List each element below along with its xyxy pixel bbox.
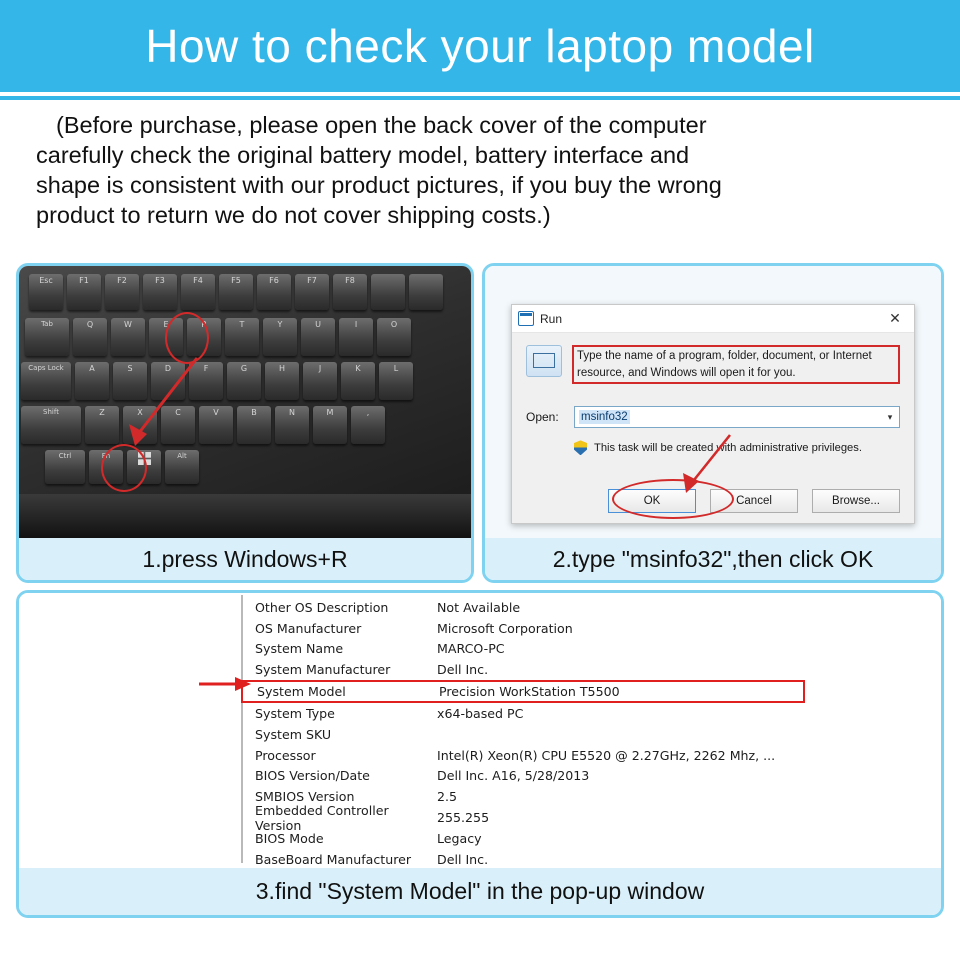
row-key: System Model xyxy=(257,684,346,700)
keyboard-row-function xyxy=(29,274,443,310)
intro-line-2: carefully check the original battery model, battery interface and xyxy=(36,142,690,169)
browse-button[interactable]: Browse... xyxy=(812,489,900,513)
key-d: D xyxy=(151,362,185,400)
row-key: System SKU xyxy=(255,726,332,742)
row-key: BIOS Mode xyxy=(255,830,324,846)
key-fn: Fn xyxy=(89,450,123,484)
key-e: E xyxy=(149,318,183,356)
annotation-arrow-icon xyxy=(111,350,211,456)
key-f6: F6 xyxy=(257,274,291,310)
key-v: V xyxy=(199,406,233,444)
row-value: Dell Inc. xyxy=(437,851,489,867)
run-window-icon xyxy=(518,311,534,326)
key-a: A xyxy=(75,362,109,400)
intro-line-4: product to return we do not cover shipping costs.) xyxy=(36,202,551,229)
key-b: B xyxy=(237,406,271,444)
key-s: S xyxy=(113,362,147,400)
step-card-1 xyxy=(16,263,474,583)
row-value: Microsoft Corporation xyxy=(437,620,573,636)
run-open-label: Open: xyxy=(526,410,559,425)
run-open-row xyxy=(526,406,900,428)
ok-button[interactable]: OK xyxy=(608,489,696,513)
row-value: Precision WorkStation T5500 xyxy=(439,684,620,700)
key-caps-lock: Caps Lock xyxy=(21,362,71,400)
close-icon[interactable]: ✕ xyxy=(889,310,901,326)
row-key: SMBIOS Version xyxy=(255,789,355,805)
row-key: System Manufacturer xyxy=(255,662,391,678)
key-f1: F1 xyxy=(67,274,101,310)
key-k: K xyxy=(341,362,375,400)
row-key: BIOS Version/Date xyxy=(255,768,370,784)
key-f8: F8 xyxy=(333,274,367,310)
step-card-2 xyxy=(482,263,944,583)
key-f4: F4 xyxy=(181,274,215,310)
step-2-caption: 2.type "msinfo32",then click OK xyxy=(485,538,941,580)
run-uac-text: This task will be created with administrative privileges. xyxy=(594,441,862,454)
row-key: Embedded Controller Version xyxy=(255,802,389,833)
system-info-table xyxy=(241,597,841,868)
table-row xyxy=(241,703,841,724)
key-f2: F2 xyxy=(105,274,139,310)
system-information-screenshot xyxy=(19,593,941,868)
keyboard-row-qwerty xyxy=(25,318,411,356)
key-alt: Alt xyxy=(165,450,199,484)
key-shift: Shift xyxy=(21,406,81,444)
key-tab: Tab xyxy=(25,318,69,356)
key-comma: , xyxy=(351,406,385,444)
page-title: How to check your laptop model xyxy=(145,20,815,72)
key-m: M xyxy=(313,406,347,444)
key-x: X xyxy=(123,406,157,444)
cancel-button[interactable]: Cancel xyxy=(710,489,798,513)
key-z: Z xyxy=(85,406,119,444)
key-t: T xyxy=(225,318,259,356)
row-value: Legacy xyxy=(437,830,482,846)
run-dialog-screenshot xyxy=(485,266,941,538)
row-value: Not Available xyxy=(437,599,521,615)
table-row xyxy=(241,849,841,868)
table-row xyxy=(241,618,841,639)
key-c: C xyxy=(161,406,195,444)
row-key: Other OS Description xyxy=(255,599,389,615)
step-card-3 xyxy=(16,590,944,918)
key-f10 xyxy=(409,274,443,310)
run-titlebar xyxy=(512,305,914,333)
intro-paragraph xyxy=(36,110,936,230)
row-value: 2.5 xyxy=(437,789,458,805)
row-key: BaseBoard Manufacturer xyxy=(255,851,412,867)
row-value: x64-based PC xyxy=(437,706,524,722)
annotation-arrow-icon xyxy=(197,673,253,695)
header-divider xyxy=(0,96,960,100)
annotation-arrow-icon xyxy=(664,429,754,503)
keyboard-row-home xyxy=(21,362,413,400)
row-key: Processor xyxy=(255,747,316,763)
step-1-caption: 1.press Windows+R xyxy=(19,538,471,580)
run-title-text: Run xyxy=(540,311,563,326)
key-r: R xyxy=(187,318,221,356)
key-l: L xyxy=(379,362,413,400)
row-value: MARCO-PC xyxy=(437,641,505,657)
key-f: F xyxy=(189,362,223,400)
row-value: Dell Inc. A16, 5/28/2013 xyxy=(437,768,590,784)
intro-line-1: (Before purchase, please open the back cover of the computer xyxy=(56,112,707,138)
table-row xyxy=(241,639,841,660)
row-key: System Type xyxy=(255,706,335,722)
key-j: J xyxy=(303,362,337,400)
key-g: G xyxy=(227,362,261,400)
step-3-caption: 3.find "System Model" in the pop-up window xyxy=(19,868,941,915)
row-value: Intel(R) Xeon(R) CPU E5520 @ 2.27GHz, 2262 Mhz, ... xyxy=(437,747,776,763)
table-row xyxy=(241,745,841,766)
table-row xyxy=(241,802,841,833)
row-value: Dell Inc. xyxy=(437,662,489,678)
key-q: Q xyxy=(73,318,107,356)
run-app-icon xyxy=(526,345,562,377)
key-y: Y xyxy=(263,318,297,356)
key-n: N xyxy=(275,406,309,444)
keyboard-deck-edge xyxy=(19,494,471,538)
key-ctrl: Ctrl xyxy=(45,450,85,484)
chevron-down-icon[interactable]: ▾ xyxy=(887,411,893,422)
table-row xyxy=(241,828,841,849)
key-i: I xyxy=(339,318,373,356)
key-f9 xyxy=(371,274,405,310)
key-w: W xyxy=(111,318,145,356)
row-value: 255.255 xyxy=(437,810,490,826)
table-row xyxy=(241,724,841,745)
header-band xyxy=(0,0,960,92)
run-open-combobox[interactable] xyxy=(574,406,900,428)
row-key: OS Manufacturer xyxy=(255,620,362,636)
key-h: H xyxy=(265,362,299,400)
row-key: System Name xyxy=(255,641,344,657)
table-row xyxy=(241,597,841,618)
key-f5: F5 xyxy=(219,274,253,310)
key-f7: F7 xyxy=(295,274,329,310)
intro-line-3: shape is consistent with our product pictures, if you buy the wrong xyxy=(36,172,722,199)
table-row xyxy=(241,659,841,680)
run-description-row xyxy=(526,345,900,384)
keyboard-photo xyxy=(19,266,471,538)
key-f3: F3 xyxy=(143,274,177,310)
run-open-input-value[interactable]: msinfo32 xyxy=(581,411,628,424)
run-dialog-window xyxy=(511,304,915,524)
table-row xyxy=(241,766,841,787)
table-row-system-model[interactable] xyxy=(241,680,805,703)
key-o: O xyxy=(377,318,411,356)
shield-icon xyxy=(574,440,587,455)
keyboard-body xyxy=(19,266,471,538)
key-u: U xyxy=(301,318,335,356)
run-description-text: Type the name of a program, folder, document, or Internet resource, and Windows will open it for you. xyxy=(572,345,900,384)
key-esc: Esc xyxy=(29,274,63,310)
